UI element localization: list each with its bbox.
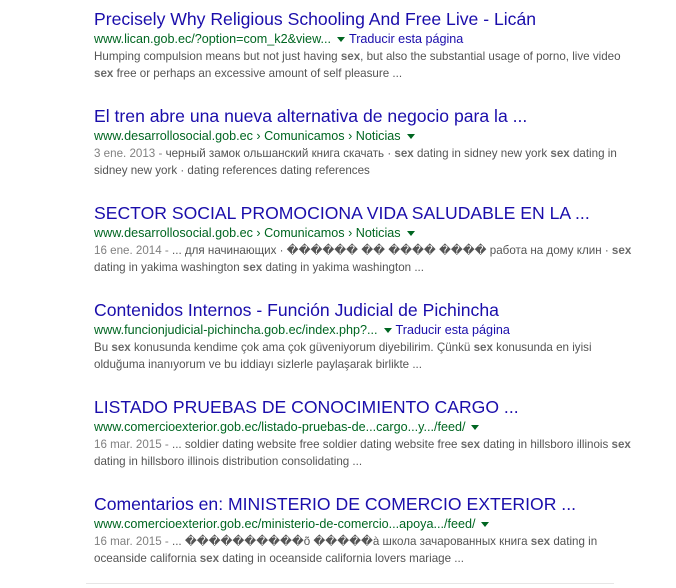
snippet-keyword: sex <box>611 244 632 257</box>
snippet-keyword: sex <box>611 438 631 451</box>
result-title-link[interactable]: Contenidos Internos - Función Judicial de Pichincha <box>94 300 499 320</box>
result-date: 3 ene. 2013 - <box>94 147 166 160</box>
result-title-link[interactable]: Comentarios en: MINISTERIO DE COMERCIO EXTERIOR ... <box>94 494 576 514</box>
snippet-keyword: sex <box>460 438 481 451</box>
snippet-keyword: sex <box>199 552 220 565</box>
snippet-keyword: sex <box>530 535 551 548</box>
results-footer-divider <box>86 583 614 584</box>
snippet-text: dating in sidney new york · dating references dating references <box>94 147 617 177</box>
result-snippet <box>94 533 634 567</box>
dropdown-arrow-icon[interactable] <box>481 522 489 527</box>
dropdown-arrow-icon[interactable] <box>471 425 479 430</box>
result-url[interactable]: www.desarrollosocial.gob.ec › Comunicamos › Noticias <box>94 129 401 143</box>
translate-page-link[interactable]: Traducir esta página <box>348 32 464 46</box>
snippet-text: dating in hillsboro illinois <box>480 438 612 451</box>
search-result <box>94 493 634 567</box>
result-date: 16 mar. 2015 - <box>94 535 172 548</box>
search-result <box>94 202 634 276</box>
result-url-line <box>94 419 634 435</box>
result-title-link[interactable]: Precisely Why Religious Schooling And Free Live - Licán <box>94 9 537 29</box>
snippet-text: konusunda en iyisi olduğuma inanıyorum ve bu iddiayı sizlerle paylaşarak birlikte ... <box>94 341 592 371</box>
snippet-text: konusunda kendime çok ama çok güveniyorum diyebilirim. Çünkü <box>130 341 474 354</box>
snippet-text: dating in oceanside california lovers mariage ... <box>219 552 464 565</box>
snippet-text: dating in hillsboro illinois distribution consolidating ... <box>94 455 363 468</box>
result-url[interactable]: www.funcionjudicial-pichincha.gob.ec/index.php?... <box>94 323 378 337</box>
snippet-keyword: sex <box>94 67 114 80</box>
snippet-text: ... ����������õ �����à школа зачарованных книга <box>171 535 531 548</box>
result-url[interactable]: www.comercioexterior.gob.ec/ministerio-de-comercio...apoya.../feed/ <box>94 517 476 531</box>
snippet-text: dating in sidney new york <box>413 147 551 160</box>
result-snippet <box>94 339 634 373</box>
snippet-text: Bu <box>94 341 112 354</box>
search-result <box>94 8 634 82</box>
result-title-link[interactable]: El tren abre una nueva alternativa de negocio para la ... <box>94 106 528 126</box>
result-url[interactable]: www.lican.gob.ec/?option=com_k2&view... <box>94 32 331 46</box>
snippet-keyword: sex <box>242 261 263 274</box>
result-url[interactable]: www.comercioexterior.gob.ec/listado-pruebas-de...cargo...y.../feed/ <box>94 420 466 434</box>
snippet-keyword: sex <box>473 341 493 354</box>
snippet-text: Humping compulsion means but not just having <box>94 50 341 63</box>
result-url-line <box>94 225 634 241</box>
snippet-text: dating in yakima washington ... <box>262 261 424 274</box>
result-url-line <box>94 128 634 144</box>
result-snippet <box>94 242 634 276</box>
dropdown-arrow-icon[interactable] <box>337 37 345 42</box>
result-url-line <box>94 516 634 532</box>
result-title-link[interactable]: SECTOR SOCIAL PROMOCIONA VIDA SALUDABLE EN LA ... <box>94 203 590 223</box>
result-snippet <box>94 145 634 179</box>
result-snippet <box>94 48 634 82</box>
result-date: 16 mar. 2015 - <box>94 438 172 451</box>
result-date: 16 ene. 2014 - <box>94 244 172 257</box>
snippet-text: dating in oceanside california <box>94 535 598 565</box>
snippet-text: ... soldier dating website free soldier dating website free <box>171 438 461 451</box>
search-result <box>94 105 634 179</box>
result-url[interactable]: www.desarrollosocial.gob.ec › Comunicamos › Noticias <box>94 226 401 240</box>
search-result <box>94 299 634 373</box>
dropdown-arrow-icon[interactable] <box>384 328 392 333</box>
snippet-keyword: sex <box>111 341 131 354</box>
result-title-link[interactable]: LISTADO PRUEBAS DE CONOCIMIENTO CARGO ... <box>94 397 519 417</box>
snippet-text: free or perhaps an excessive amount of self pleasure ... <box>113 67 403 80</box>
result-url-line <box>94 322 634 338</box>
snippet-text: , but also the substantial usage of porno, live video <box>360 50 621 63</box>
snippet-text: dating in yakima washington <box>94 261 243 274</box>
dropdown-arrow-icon[interactable] <box>407 134 415 139</box>
dropdown-arrow-icon[interactable] <box>407 231 415 236</box>
search-result <box>94 396 634 470</box>
result-url-line <box>94 31 634 47</box>
snippet-keyword: sex <box>394 147 414 160</box>
snippet-text: ... для начинающих · ������ �� ���� ���� работа на дому клин · <box>172 244 612 257</box>
result-snippet <box>94 436 634 470</box>
snippet-keyword: sex <box>340 50 361 63</box>
translate-page-link[interactable]: Traducir esta página <box>395 323 510 337</box>
snippet-text: черный замок ольшанский книга скачать · <box>165 147 395 160</box>
snippet-keyword: sex <box>550 147 570 160</box>
